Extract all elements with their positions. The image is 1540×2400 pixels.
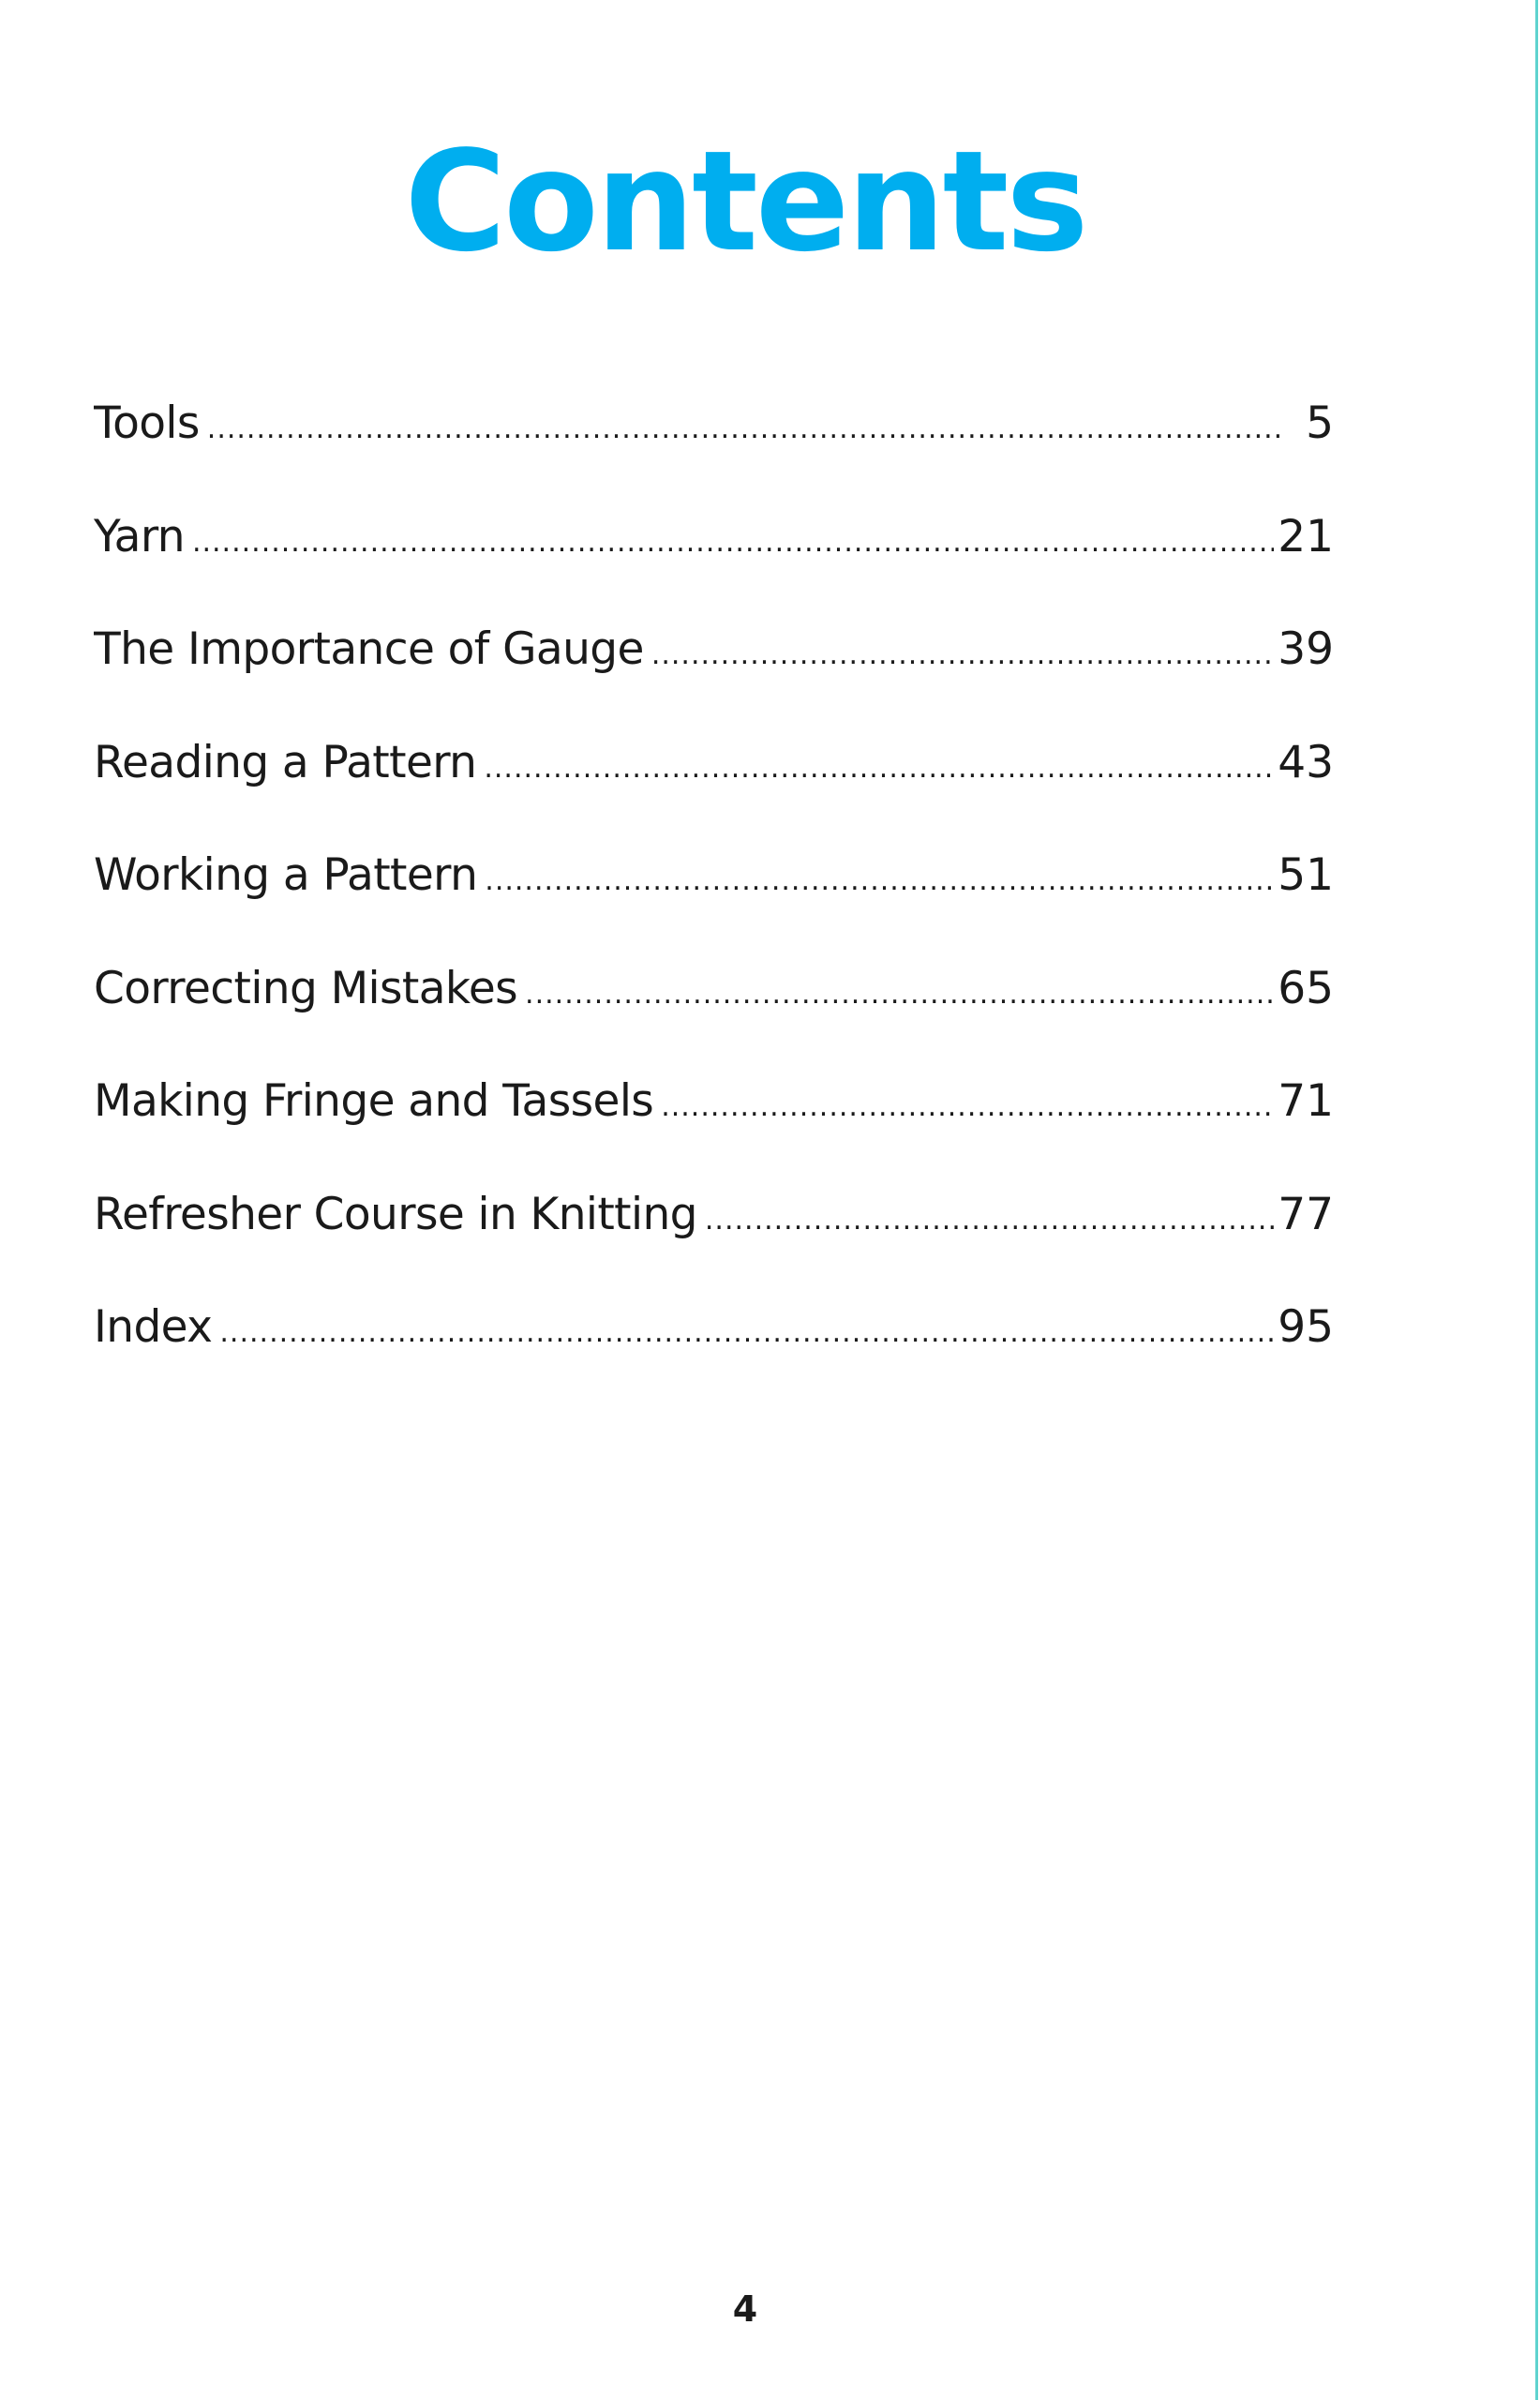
toc-entry-label: Making Fringe and Tassels xyxy=(94,1075,654,1127)
toc-entry-page: 21 xyxy=(1278,510,1334,562)
toc-dot-leader xyxy=(219,1296,1274,1371)
page-title: Contents xyxy=(404,121,1086,282)
toc-entry-page: 43 xyxy=(1278,736,1334,788)
toc-entry-tools[interactable] xyxy=(94,386,1334,500)
toc-entry-label: Refresher Course in Knitting xyxy=(94,1188,697,1240)
toc-dot-leader xyxy=(485,844,1274,919)
toc-entry-page: 51 xyxy=(1278,849,1334,901)
toc-entry-page: 39 xyxy=(1278,623,1334,675)
toc-entry-page: 5 xyxy=(1306,398,1334,449)
toc-dot-leader xyxy=(705,1183,1274,1258)
toc-entry-label: The Importance of Gauge xyxy=(94,623,644,675)
toc-entry-refresher-course[interactable] xyxy=(94,1178,1334,1291)
toc-entry-page: 65 xyxy=(1278,962,1334,1014)
page-number: 4 xyxy=(732,2288,758,2330)
toc-dot-leader xyxy=(661,1070,1274,1145)
toc-entry-label: Correcting Mistakes xyxy=(94,962,518,1014)
toc-entry-correcting-mistakes[interactable] xyxy=(94,952,1334,1065)
toc-entry-index[interactable] xyxy=(94,1290,1334,1403)
toc-dot-leader xyxy=(525,957,1274,1032)
toc-entry-working-a-pattern[interactable] xyxy=(94,838,1334,952)
toc-entry-page: 71 xyxy=(1278,1075,1334,1127)
toc-entry-label: Reading a Pattern xyxy=(94,736,477,788)
toc-entry-page: 77 xyxy=(1278,1188,1334,1240)
toc-dot-leader xyxy=(651,618,1274,693)
toc-dot-leader xyxy=(192,505,1274,580)
page-edge-line xyxy=(1535,0,1538,2400)
toc-entry-yarn[interactable] xyxy=(94,500,1334,613)
toc-entry-label: Yarn xyxy=(94,510,185,562)
toc-entry-label: Tools xyxy=(94,398,200,449)
toc-entry-importance-of-gauge[interactable] xyxy=(94,612,1334,726)
toc-entry-reading-a-pattern[interactable] xyxy=(94,726,1334,839)
toc-entry-page: 95 xyxy=(1278,1301,1334,1353)
toc-entry-making-fringe-and-tassels[interactable] xyxy=(94,1064,1334,1178)
toc-dot-leader xyxy=(207,392,1281,467)
toc-entry-label: Index xyxy=(94,1301,213,1353)
toc-entry-label: Working a Pattern xyxy=(94,849,478,901)
table-of-contents xyxy=(94,386,1334,1403)
toc-dot-leader xyxy=(484,731,1274,806)
